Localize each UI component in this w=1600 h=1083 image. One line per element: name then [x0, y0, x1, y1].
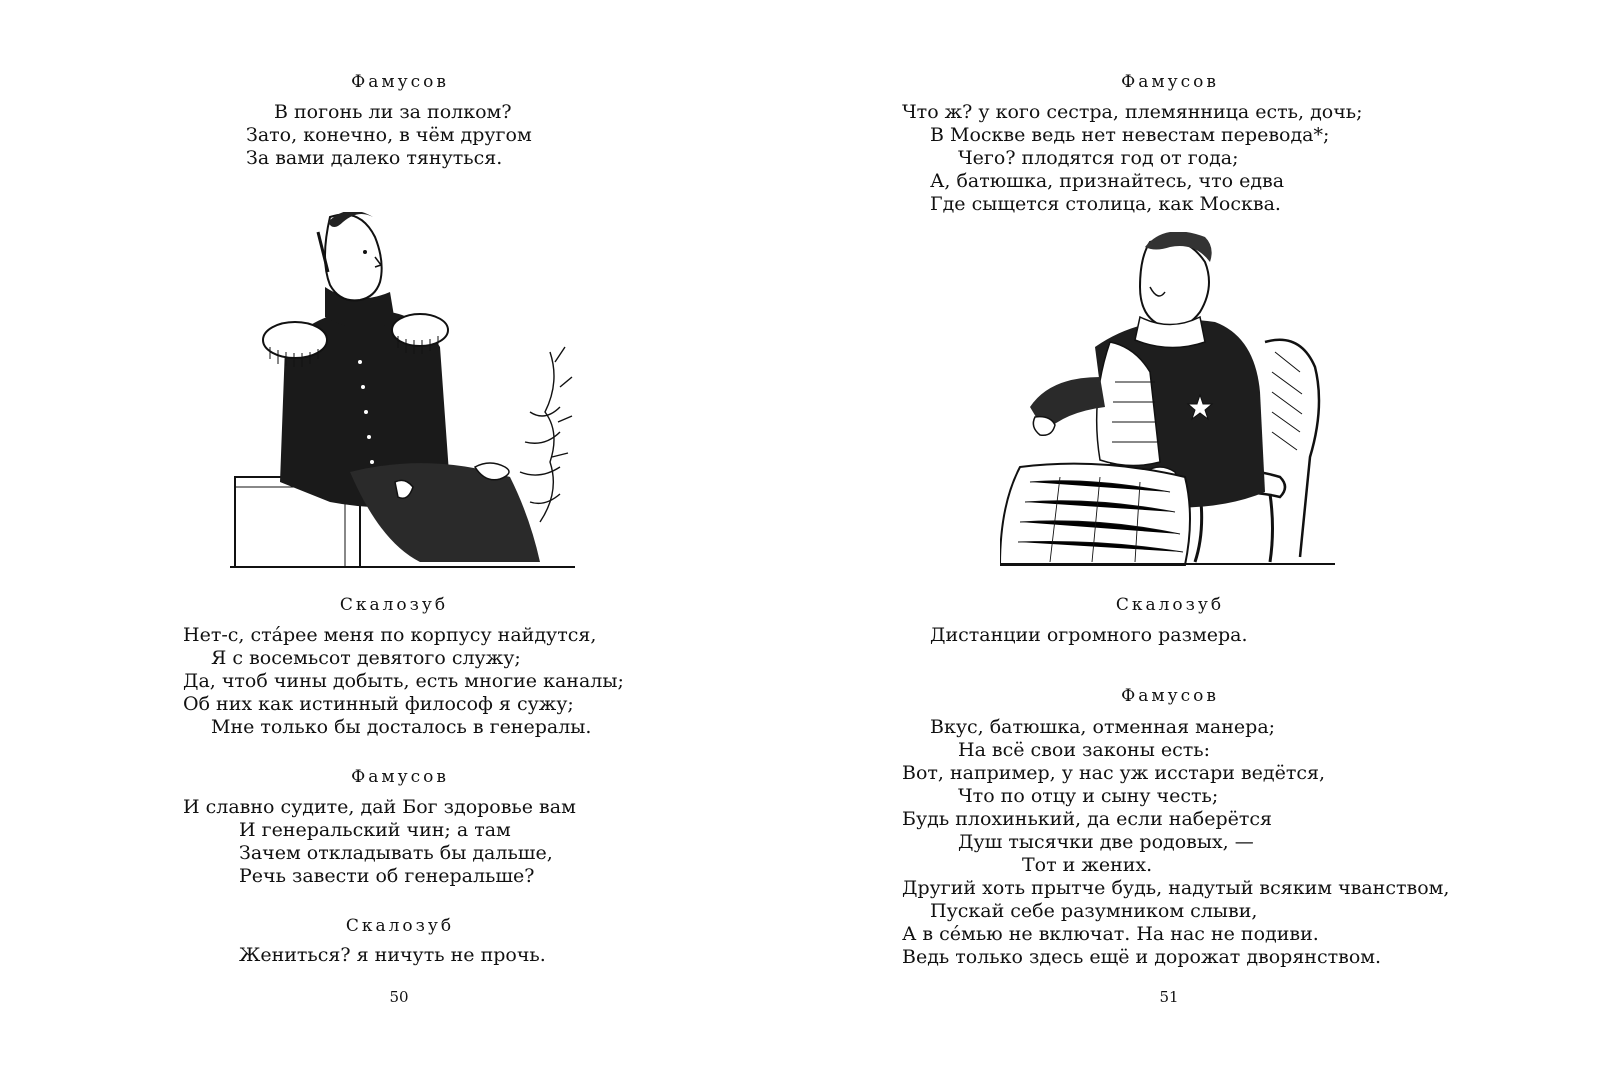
verse-line: А в се́мью не включат. На нас не подиви. — [902, 923, 1319, 945]
verse-line: Я с восемьсот девятого служу; — [211, 647, 521, 669]
verse-line: Что ж? у кого сестра, племянница есть, дочь; — [902, 101, 1363, 123]
page-number: 51 — [1159, 988, 1179, 1006]
speaker-name: Фамусов — [1121, 72, 1219, 92]
verse-line: Тот и жених. — [1022, 854, 1153, 876]
verse-line: Вкус, батюшка, отменная манера; — [930, 716, 1276, 738]
verse-line: Жениться? я ничуть не прочь. — [239, 944, 546, 966]
verse-line: В погонь ли за полком? — [274, 101, 512, 123]
verse-line: Дистанции огромного размера. — [930, 624, 1248, 646]
right-page — [800, 0, 1600, 1083]
verse-line: Вот, например, у нас уж исстари ведётся, — [902, 762, 1326, 784]
verse-line: А, батюшка, признайтесь, что едва — [930, 170, 1285, 192]
page-number: 50 — [389, 988, 409, 1006]
speaker-name: Скалозуб — [1115, 595, 1225, 615]
speaker-name: Фамусов — [351, 72, 449, 92]
speaker-name: Скалозуб — [345, 916, 455, 936]
verse-line: Зато, конечно, в чём другом — [246, 124, 532, 146]
verse-line: Речь завести об генеральше? — [239, 865, 535, 887]
speaker-name: Скалозуб — [339, 595, 449, 615]
seated-officer-drawing — [230, 212, 590, 572]
verse-line: Об них как истинный философ я сужу; — [183, 693, 574, 715]
verse-line: Нет-с, ста́рее меня по корпусу найдутся, — [183, 624, 597, 646]
verse-line: За вами далеко тянуться. — [246, 147, 503, 169]
verse-line: Да, чтоб чины добыть, есть многие каналы; — [183, 670, 624, 692]
verse-line: Ведь только здесь ещё и дорожат дворянством. — [902, 946, 1382, 968]
verse-line: В Москве ведь нет невестам перевода*; — [930, 124, 1330, 146]
seated-gentleman-drawing — [1000, 232, 1345, 567]
verse-line: Мне только бы досталось в генералы. — [211, 716, 592, 738]
speaker-name: Фамусов — [1121, 686, 1219, 706]
illustration-skalozub — [230, 212, 590, 572]
verse-line: Душ тысячки две родовых, — — [958, 831, 1254, 853]
verse-line: И славно судите, дай Бог здоровье вам — [183, 796, 576, 818]
verse-line: И генеральский чин; а там — [239, 819, 511, 841]
verse-line: Что по отцу и сыну честь; — [958, 785, 1219, 807]
verse-line: Зачем откладывать бы дальше, — [239, 842, 553, 864]
verse-line: Где сыщется столица, как Москва. — [930, 193, 1281, 215]
verse-line: Пускай себе разумником слыви, — [930, 900, 1258, 922]
speaker-name: Фамусов — [351, 767, 449, 787]
verse-line: На всё свои законы есть: — [958, 739, 1211, 761]
illustration-famusov — [1000, 232, 1345, 567]
verse-line: Будь плохинький, да если наберётся — [902, 808, 1273, 830]
verse-line: Другий хоть прытче будь, надутый всяким чванством, — [902, 877, 1450, 899]
verse-line: Чего? плодятся год от года; — [958, 147, 1239, 169]
